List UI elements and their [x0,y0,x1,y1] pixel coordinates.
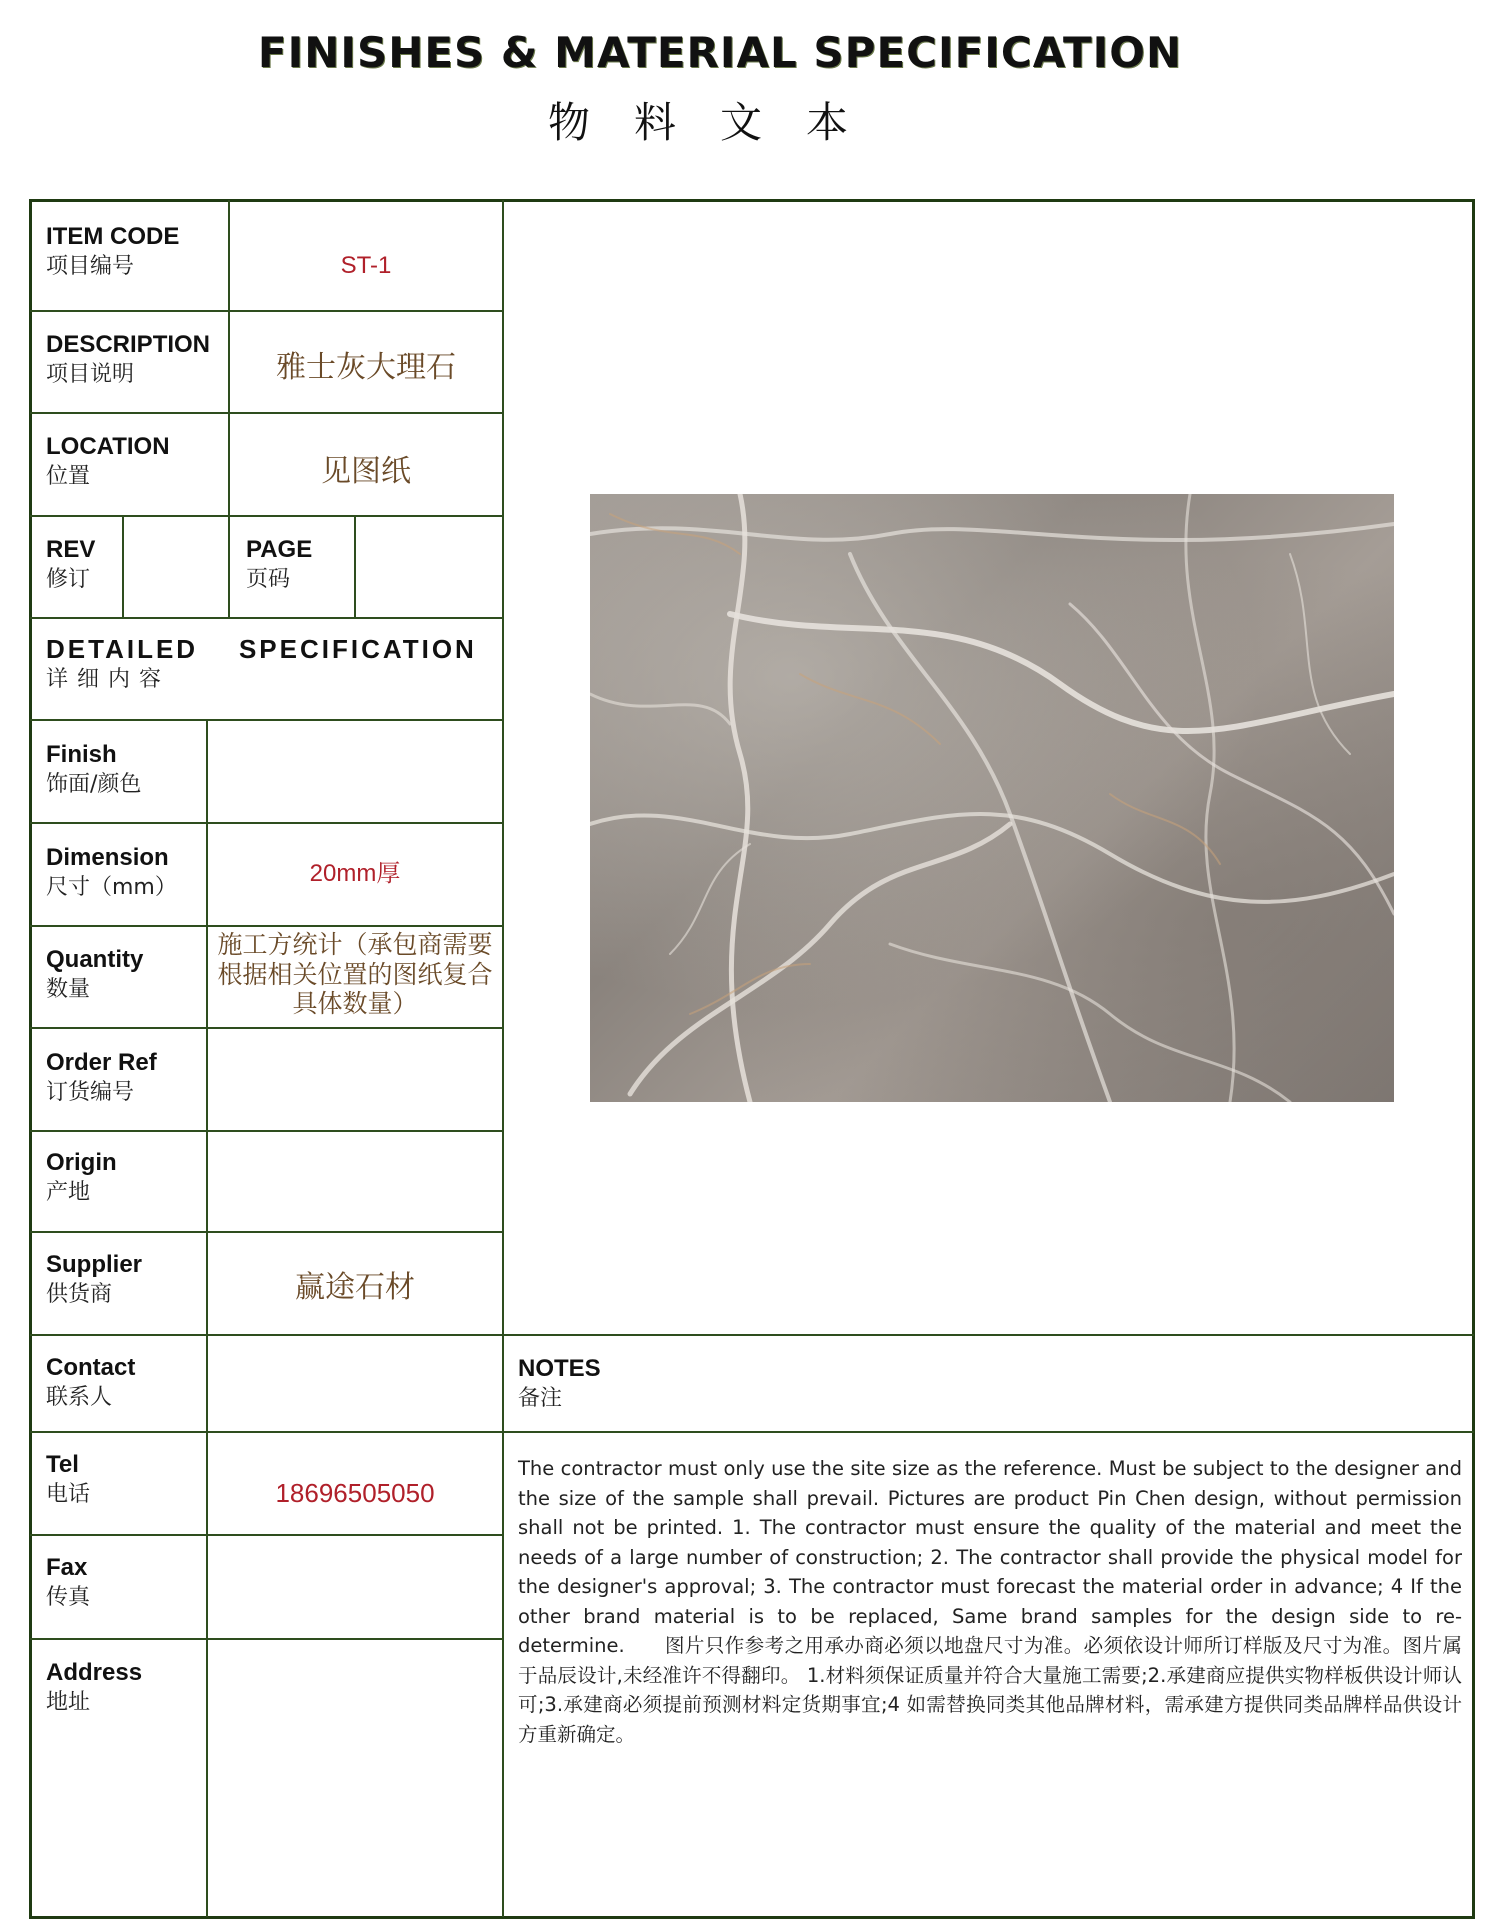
page-subtitle: 物料文本 [547,98,892,147]
row-line [30,925,503,927]
notes-text: The contractor must only use the site size as the reference. Must be subject to the designer and the size of the sample shall prevail. Pictures are product Pin Chen design, without permission shall not be printed. 1. The contractor must ensure the quality of the material and meet the needs of a large number of construction; 2. The contractor shall provide the physical model for the designer's approval; 3. The contractor must forecast the material order in advance; 4 If the other brand material is to be replaced, Same brand samples for the design side to re- determine. 图片只作参考之用承办商必须以地盘尺寸为准。必须依设计师所订样版及尺寸为准。图片属于品辰设计,未经准许不得翻印。 1.材料须保证质量并符合大量施工需要;2.承建商应提供实物样板供设计师认可;3.承建商必须提前预测材料定货期事宜;4 如需替换同类其他品牌材料，需承建方提供同类品牌样品供设计方重新确定。 [518,1457,1462,1746]
divider-main [502,200,504,1917]
row-line [30,1638,503,1640]
fax-label: Fax 传真 [46,1554,91,1610]
row-line [30,1027,503,1029]
location-label: LOCATION 位置 [46,433,170,489]
divider-rev [122,515,124,618]
location-value: 见图纸 [321,454,411,489]
row-line [30,310,503,312]
origin-label: Origin 产地 [46,1149,117,1205]
divider-page [354,515,356,618]
address-label: Address 地址 [46,1659,143,1715]
description-value: 雅士灰大理石 [276,350,456,385]
dimension-value: 20mm厚 [309,860,401,887]
divider-left-bottom [206,720,208,1917]
quantity-value: 施工方统计（承包商需要根据相关位置的图纸复合具体数量） [217,930,493,1018]
item-code-value: ST-1 [340,252,392,279]
notes-label: NOTES 备注 [518,1355,601,1411]
marble-sample-image [590,494,1394,1102]
row-line [30,617,503,619]
row-line [30,412,503,414]
row-line [30,822,503,824]
order-ref-label: Order Ref 订货编号 [46,1049,157,1105]
page-label: PAGE 页码 [246,536,313,592]
page-title: FINISHES & MATERIAL SPECIFICATION [257,28,1183,77]
row-line [30,1231,503,1233]
row-line [30,515,503,517]
quantity-label: Quantity 数量 [46,946,144,1002]
finish-label: Finish 饰面/颜色 [46,741,142,797]
item-code-label: ITEM CODE 项目编号 [46,223,180,279]
row-line-full [30,1431,1474,1433]
row-line [30,1130,503,1132]
marble-veins [590,494,1394,1102]
row-line [30,1534,503,1536]
detailed-spec-heading: DETAILED SPECIFICATION 详细内容 [46,634,477,693]
description-label: DESCRIPTION 项目说明 [46,331,211,387]
row-line-full [30,1334,1474,1336]
tel-label: Tel 电话 [46,1451,91,1507]
tel-value: 18696505050 [275,1478,435,1508]
contact-label: Contact 联系人 [46,1354,136,1410]
dimension-label: Dimension 尺寸（mm） [46,844,177,900]
supplier-value: 赢途石材 [295,1270,415,1305]
rev-label: REV 修订 [46,536,96,592]
supplier-label: Supplier 供货商 [46,1251,143,1307]
row-line [30,719,503,721]
